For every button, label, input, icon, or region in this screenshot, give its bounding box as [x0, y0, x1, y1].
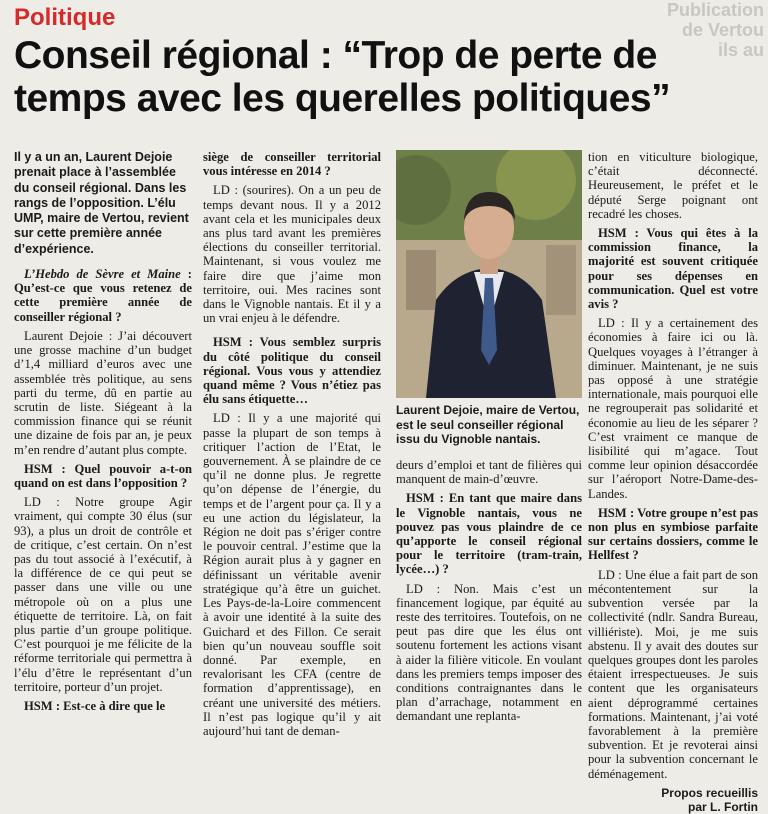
chapo: Il y a un an, Laurent Dejoie prenait place à l’assemblée du conseil régional. Dans les rangs de l’opposition. L’élu UMP, maire de Vertou, revient sur cette première année d’expérience. [14, 150, 189, 256]
question-3: HSM : Est-ce à dire que le [24, 698, 166, 713]
question-4: HSM : Vous semblez surpris du côté politique du conseil régional. Vous vous y attendiez quand même ? Vous n’étiez pas élu sans étiquette… [203, 335, 381, 407]
answer-2: LD : Notre groupe Agir vraiment, qui compte 30 élus (sur 93), a plus un droit de contrôle et de critique, c’est certain. On n’est pas du tout associé à l’exécutif, à la différence de ce qui peut se passer dans une ville ou une métropole où on a plus une étiquette de territoire. Là, on fait plus partie d’un groupe politique. C’est pourquoi je me félicite de la réforme territoriale qui permettra à l’élu d’être le représentant d’un territoire, porteur d’un projet. [14, 495, 192, 694]
answer-4: LD : Il y a une majorité qui passe la plupart de son temps à critiquer l’action de l’Etat, le gouvernement. À se plaindre de ce qu’il ne donne plus. Je regrette qu’on dépense de l’énergie, du temps et de l’argent pour ça. Il y a eu une action du législateur, la Région ne doit pas s’ériger contre le pouvoir central. J’estime que la Région aurait plus à y gagner en définissant un véritable avenir stratégique qu’à être un guichet. Les Pays-de-la-Loire commencent à avoir une identité à la suite des Guichard et des Fillon. Ce serait bien qu’un nouveau souffle soit donné. Par exemple, en revalorisant les CFA (centre de formation d’apprentissage), en créant une université des métiers. Il n’est pas logique qu’il y ait aujourd’hui tant de deman- [203, 411, 381, 738]
answer-6: LD : Il y a certainement des économies à faire ici ou là. Quelques voyages à l’étranger à diminuer. Maintenant, je ne suis pas opposé à une stratégie internationale, mais pourquoi elle ne regrouperait pas solidarité et économie au lieu de les séparer ? C’est vraiment ce manque de lisibilité qui m’agace. Tout comme leur opinion désaccordée sur l’aéroport Notre-Dame-des-Landes. [588, 316, 758, 501]
section-label: Politique [14, 4, 116, 31]
question-5: HSM : En tant que maire dans le Vignoble nantais, vous ne pouvez pas vous plaindre de ce qu’apporte le conseil régional pour le territoire (tram-train, lycée…) ? [396, 491, 582, 577]
question-3-continued: siège de conseiller territorial vous intéresse en 2014 ? [203, 150, 381, 179]
photo-caption: Laurent Dejoie, maire de Vertou, est le seul conseiller régional issu du Vignoble nantais. [396, 403, 580, 446]
answer-3: LD : (sourires). On a un peu de temps devant nous. Il y a 2012 avant cela et les municipales deux ans plus tard avant les premières élections du conseiller territorial. Maintenant, si vous voulez me faire dire que j’aime mon territoire, oui. Mes racines sont dans le Vignoble nantais. Et il y a un vrai enjeu à le défendre. [203, 183, 381, 326]
signature-line-2: par L. Fortin [688, 799, 758, 814]
question-6: HSM : Vous qui êtes à la commission finance, la majorité est souvent critiquée pour ses dépenses en communication. Quel est votre avis ? [588, 226, 758, 312]
column-2 [203, 150, 381, 743]
question-1-text: : Qu’est-ce que vous retenez de cette première année de conseiller régional ? [14, 267, 192, 324]
column-3 [396, 458, 582, 729]
question-1-lead: L’Hebdo de Sèvre et Maine [24, 267, 181, 282]
column-1 [14, 150, 192, 718]
answer-5: LD : Non. Mais c’est un financement logique, par équité au reste des territoires. Toutefois, on ne peut pas dire que les élus ont soutenu fortement les actions visant à aider la filière viticole. En voulant dans les premiers temps imposer des conditions contraignantes dans le plan d’arrachage, notamment en demandant une replanta- [396, 581, 582, 724]
bleed-line: ils au [717, 40, 764, 60]
column-4 [588, 150, 758, 814]
bleed-line: Publication [666, 0, 764, 20]
portrait-photo [396, 150, 582, 398]
question-2: HSM : Quel pouvoir a-t-on quand on est dans l’opposition ? [14, 461, 192, 490]
question-1 [14, 267, 192, 324]
portrait-illustration [396, 150, 582, 398]
answer-7: LD : Une élue a fait part de son mécontentement sur la subvention versée par la collectivité (ndlr. Sandra Bureau, villiériste). Moi, je me suis abstenu. Il y avait des doutes sur quelques groupes dont les paroles étaient irrespectueuses. Je suis content que les organisateurs aient déprogrammé certaines formations. Maintenant, j’ai voté favorablement à la première subvention. Et je revoterai ainsi pour la subvention concernant le déménagement. [588, 567, 758, 781]
headline: Conseil régional : “Trop de perte de temps avec les querelles politiques” [14, 34, 671, 120]
answer-5-continued: tion en viticulture biologique, c’était déconnecté. Heureusement, le préfet et le député Serge poignant ont recadré les choses. [588, 150, 758, 221]
answer-4-continued: deurs d’emploi et tant de filières qui manquent de main-d’œuvre. [396, 458, 582, 487]
answer-1: Laurent Dejoie : J’ai découvert une grosse machine d’un budget d’1,4 milliard d’euros avec une assemblée très politique, au sens parti du terme, dû en partie au scrutin de liste. Siégeant à la commission finance qui se réunit une dizaine de fois par an, je peux m’en rendre d’autant plus compte. [14, 328, 192, 457]
bleed-line: de Vertou [681, 20, 764, 40]
signature [588, 786, 758, 814]
signature-line-1: Propos recueillis [661, 785, 758, 800]
question-7: HSM : Votre groupe n’est pas non plus en symbiose parfaite sur certains dossiers, comme le Hellfest ? [588, 505, 758, 563]
